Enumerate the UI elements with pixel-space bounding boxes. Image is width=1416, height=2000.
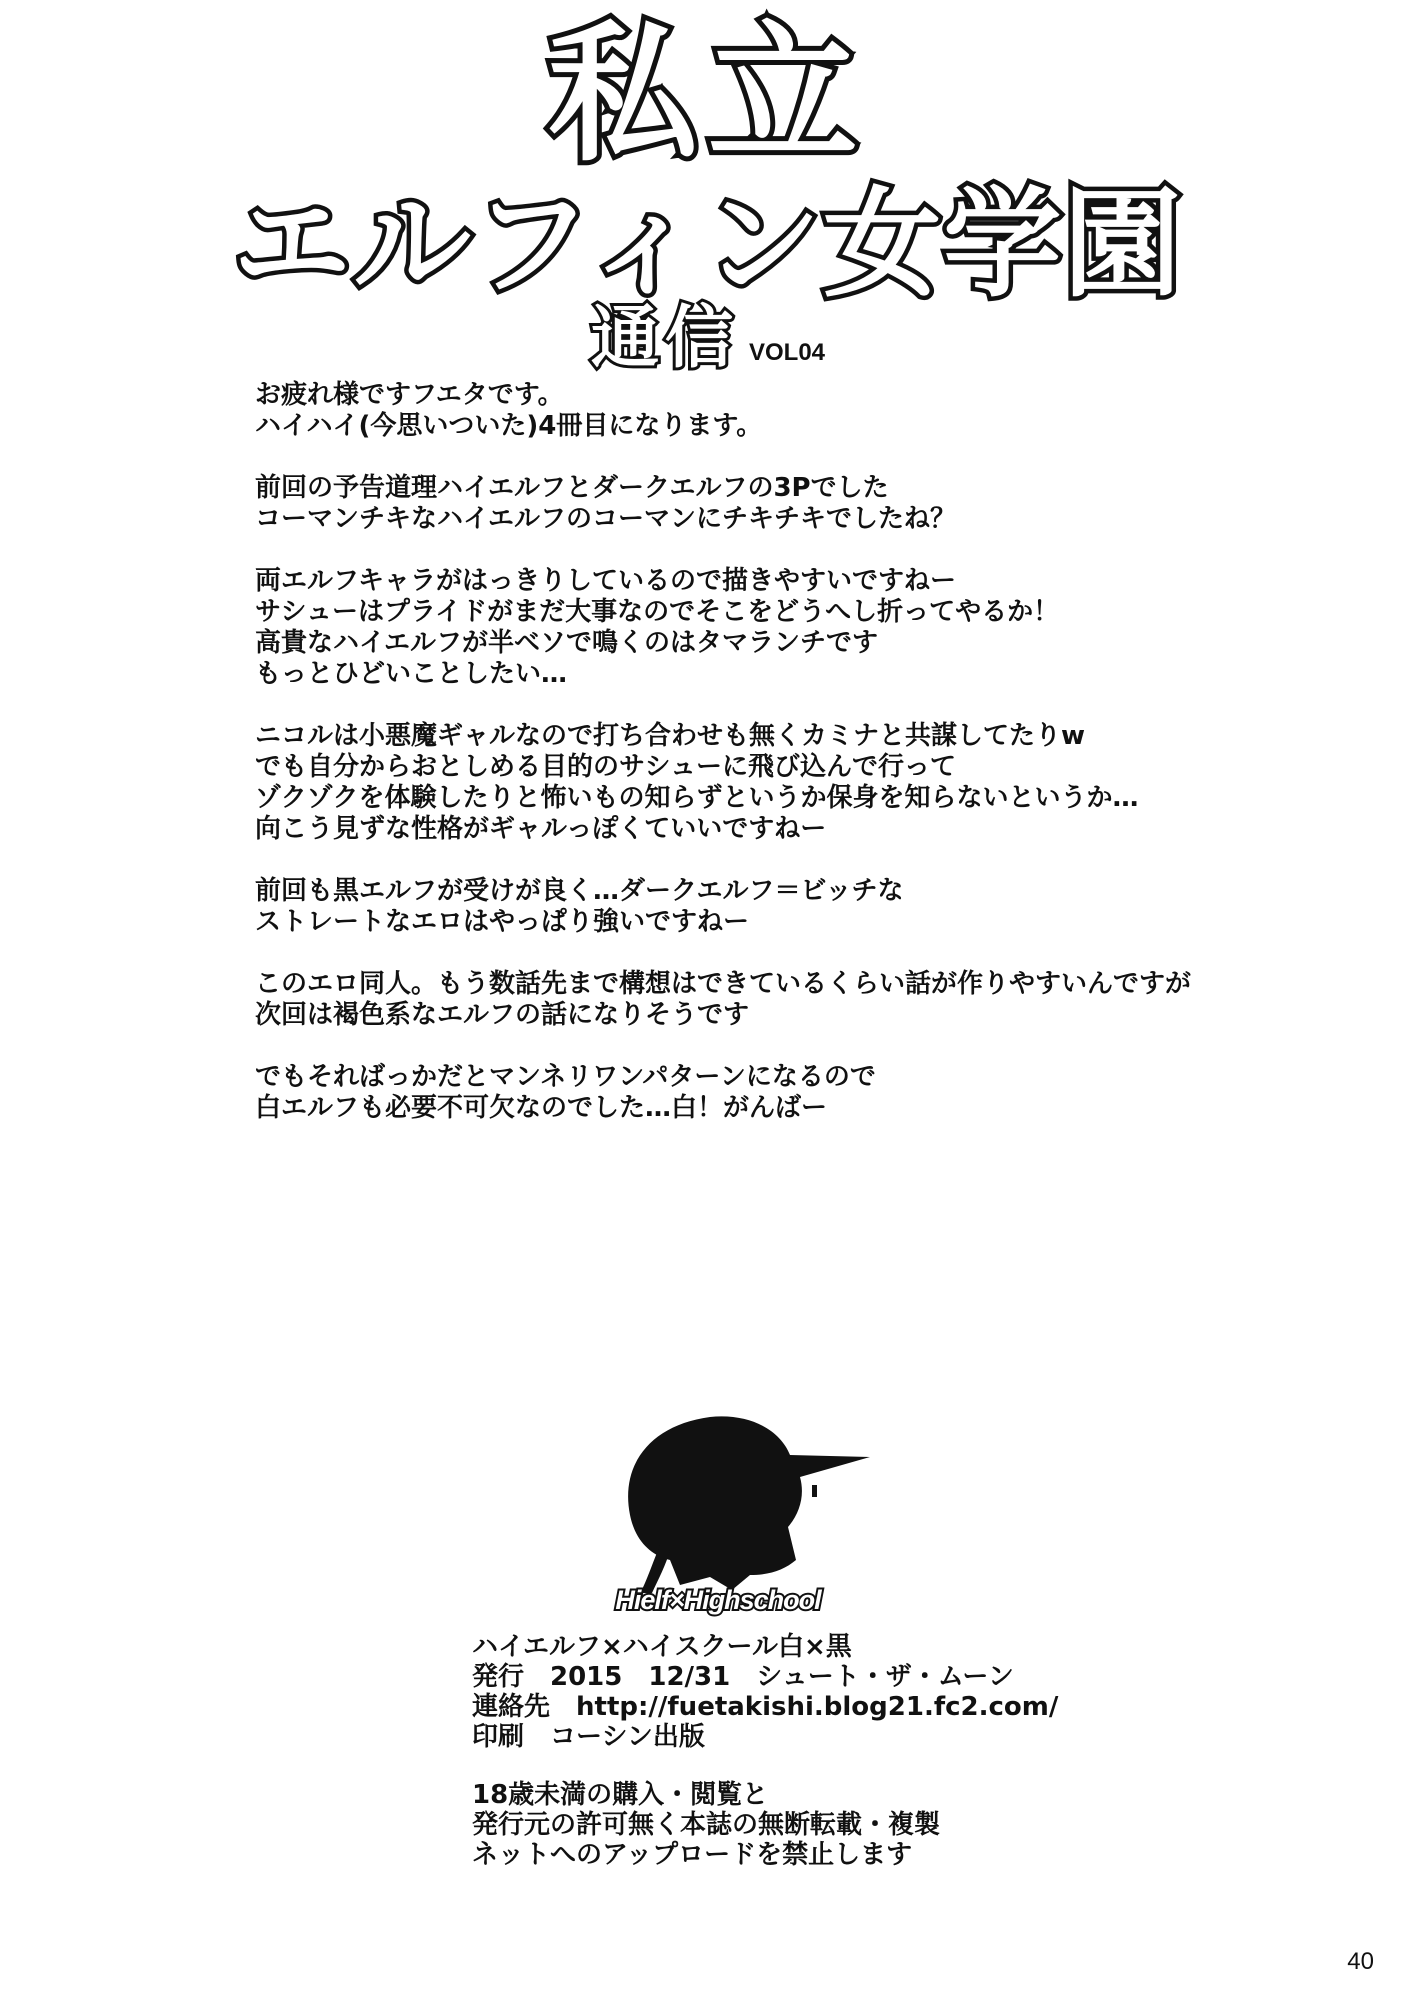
afterword-text	[255, 380, 1255, 1155]
paragraph	[255, 473, 1255, 535]
elf-silhouette-logo	[600, 1395, 880, 1595]
volume-label: VOL04	[748, 339, 826, 366]
colophon-published: 発行 2015 12/31 シュート・ザ・ムーン	[472, 1662, 1014, 1692]
paragraph	[255, 1062, 1255, 1124]
text-line: ハイハイ(今思いついた)4冊目になります。	[255, 411, 763, 441]
title-line-2: エルフィン女学園	[232, 175, 1184, 313]
paragraph	[255, 969, 1255, 1031]
text-line: 高貴なハイエルフが半ベソで鳴くのはタマランチです	[255, 628, 878, 658]
colophon	[472, 1632, 1272, 1870]
text-line: 次回は褐色系なエルフの話になりそうです	[255, 1000, 750, 1030]
text-line: このエロ同人。もう数話先まで構想はできているくらい話が作りやすいんですが	[255, 969, 1192, 999]
text-line: でも自分からおとしめる目的のサシューに飛び込んで行って	[255, 752, 956, 782]
colophon-printer: 印刷 コーシン出版	[472, 1722, 705, 1752]
paragraph	[255, 721, 1255, 845]
title-subtitle-row	[0, 299, 1416, 378]
text-line: ニコルは小悪魔ギャルなので打ち合わせも無くカミナと共謀してたりw	[255, 721, 1086, 751]
earring-mark	[812, 1485, 817, 1497]
text-line: でもそればっかだとマンネリワンパターンになるので	[255, 1062, 876, 1092]
logo-text: Hielf×Highschool	[615, 1585, 821, 1615]
text-line: もっとひどいことしたい…	[255, 659, 568, 689]
paragraph	[255, 876, 1255, 938]
text-line: 白エルフも必要不可欠なのでした…白！がんばー	[255, 1093, 828, 1123]
paragraph	[255, 380, 1255, 442]
text-line: コーマンチキなハイエルフのコーマンにチキチキでしたね？	[255, 504, 956, 534]
text-line: お疲れ様ですフエタです。	[255, 380, 564, 410]
text-line: 両エルフキャラがはっきりしているので描きやすいですねー	[255, 566, 956, 596]
title-line-1: 私立	[547, 8, 868, 182]
text-line: 前回も黒エルフが受けが良く…ダークエルフ＝ビッチな	[255, 876, 904, 906]
text-line: 向こう見ずな性格がギャルっぽくていいですねー	[255, 814, 827, 844]
text-line: サシューはプライドがまだ大事なのでそこをどうへし折ってやるか！	[255, 597, 1060, 627]
spacer	[472, 1752, 1272, 1780]
notice-line: 発行元の許可無く本誌の無断転載・複製	[472, 1810, 941, 1840]
colophon-title: ハイエルフ×ハイスクール白×黒	[472, 1632, 852, 1662]
page-number: 40	[1347, 1948, 1374, 1975]
paragraph	[255, 566, 1255, 690]
notice-line: ネットへのアップロードを禁止します	[472, 1840, 913, 1870]
text-line: 前回の予告道理ハイエルフとダークエルフの3Pでした	[255, 473, 889, 503]
colophon-contact: 連絡先 http://fuetakishi.blog21.fc2.com/	[472, 1692, 1059, 1722]
title-line-3: 通信	[590, 299, 739, 378]
notice-line: 18歳未満の購入・閲覧と	[472, 1780, 769, 1810]
text-line: ストレートなエロはやっぱり強いですねー	[255, 907, 750, 937]
text-line: ゾクゾクを体験したりと怖いもの知らずというか保身を知らないというか…	[255, 783, 1139, 813]
